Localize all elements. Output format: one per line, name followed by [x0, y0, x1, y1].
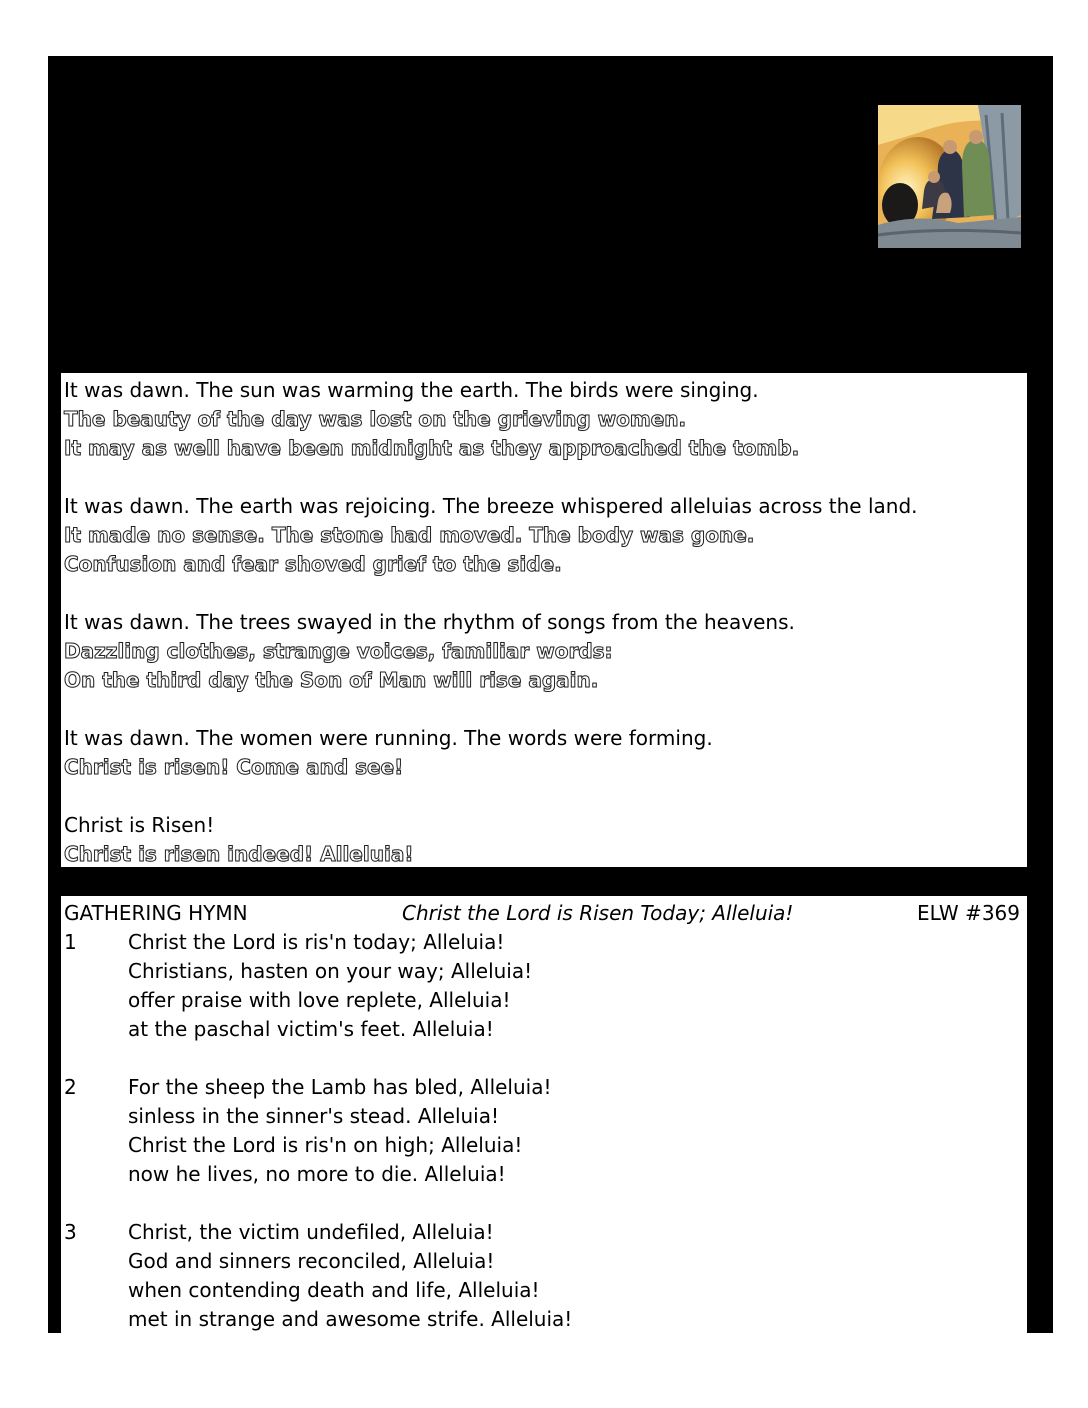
- people-response-line: Dazzling clothes, strange voices, familiar words:: [64, 639, 613, 663]
- people-response-line: Christ is risen indeed! Alleluia!: [64, 842, 414, 866]
- verse-line: For the sheep the Lamb has bled, Alleluia!: [128, 1075, 552, 1099]
- hymn-label: GATHERING HYMN: [64, 901, 248, 925]
- leader-line: It was dawn. The sun was warming the earth. The birds were singing.: [64, 378, 759, 402]
- verse-number: 3: [64, 1220, 77, 1244]
- hymn-number: ELW #369: [916, 901, 1020, 925]
- leader-line: It was dawn. The earth was rejoicing. The breeze whispered alleluias across the land.: [64, 494, 918, 518]
- verse-number: 2: [64, 1075, 77, 1099]
- verse-line: offer praise with love replete, Alleluia!: [128, 988, 511, 1012]
- people-response-line: It may as well have been midnight as they approached the tomb.: [64, 436, 800, 460]
- verse-number: 1: [64, 930, 77, 954]
- verse-line: Christ the Lord is ris'n today; Alleluia!: [128, 930, 505, 954]
- people-response-line: On the third day the Son of Man will rise again.: [64, 668, 599, 692]
- verse-line: Christ, the victim undefiled, Alleluia!: [128, 1220, 494, 1244]
- verse-line: now he lives, no more to die. Alleluia!: [128, 1162, 506, 1186]
- people-response-line: Confusion and fear shoved grief to the side.: [64, 552, 562, 576]
- leader-line: Christ is Risen!: [64, 813, 215, 837]
- leader-line: It was dawn. The women were running. The words were forming.: [64, 726, 713, 750]
- women-at-tomb-illustration: [878, 105, 1021, 248]
- verse-line: when contending death and life, Alleluia!: [128, 1278, 540, 1302]
- hymn-title: Christ the Lord is Risen Today; Alleluia!: [402, 901, 794, 925]
- people-response-line: The beauty of the day was lost on the grieving women.: [64, 407, 687, 431]
- verse-line: met in strange and awesome strife. Alleluia!: [128, 1307, 573, 1331]
- verse-line: Christians, hasten on your way; Alleluia!: [128, 959, 533, 983]
- call-to-worship-panel: [61, 373, 1027, 867]
- verse-line: sinless in the sinner's stead. Alleluia!: [128, 1104, 500, 1128]
- people-response-line: It made no sense. The stone had moved. The body was gone.: [64, 523, 755, 547]
- verse-line: at the paschal victim's feet. Alleluia!: [128, 1017, 494, 1041]
- leader-line: It was dawn. The trees swayed in the rhythm of songs from the heavens.: [64, 610, 795, 634]
- verse-line: God and sinners reconciled, Alleluia!: [128, 1249, 495, 1273]
- verse-line: Christ the Lord is ris'n on high; Alleluia!: [128, 1133, 523, 1157]
- people-response-line: Christ is risen! Come and see!: [64, 755, 404, 779]
- gathering-hymn-panel: [61, 896, 1027, 1333]
- hymn-header: [64, 899, 1020, 928]
